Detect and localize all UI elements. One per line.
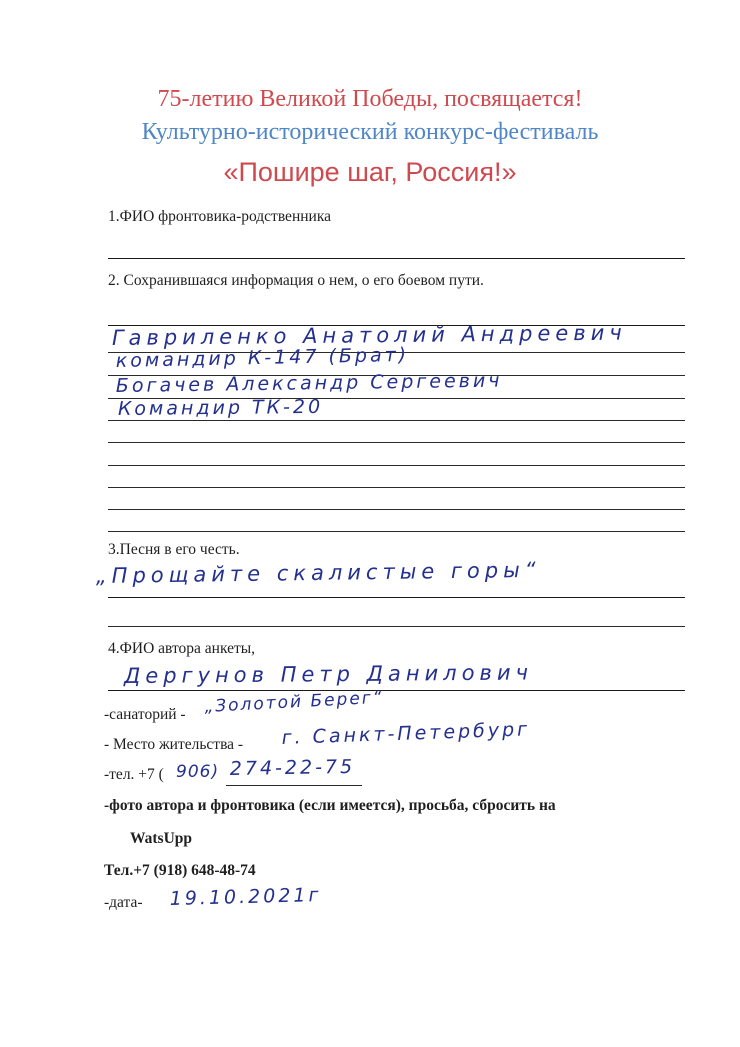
q3-line-1	[108, 597, 685, 598]
q2-handwriting-3: Богачев Александр Сергеевич	[115, 369, 503, 397]
q3-handwriting: „Прощайте скалистые горы“	[95, 557, 541, 588]
q2-line-6	[108, 442, 685, 443]
q2-line-7	[108, 465, 685, 466]
q2-line-8	[108, 487, 685, 488]
q2-label: 2. Сохранившаяся информация о нем, о его боевом пути.	[108, 272, 484, 289]
q4-label: 4.ФИО автора анкеты,	[108, 640, 256, 657]
q4-handwriting: Дергунов Петр Данилович	[123, 660, 534, 688]
q3-line-2	[108, 626, 685, 627]
date-label: -дата-	[104, 894, 143, 911]
photo-note: -фото автора и фронтовика (если имеется), просьба, сбросить на	[104, 797, 556, 814]
header-motto: «Пошире шаг, Россия!»	[223, 157, 517, 187]
q2-line-9	[108, 509, 685, 510]
q3-label: 3.Песня в его честь.	[108, 541, 240, 558]
q2-handwriting-2: командир К-147 (Брат)	[115, 343, 410, 372]
phone-number-handwriting: 274-22-75	[229, 755, 356, 780]
q1-answer-line	[108, 258, 685, 259]
date-handwriting: 19.10.2021г	[169, 884, 322, 910]
phone-line	[226, 785, 362, 786]
q1-label: 1.ФИО фронтовика-родственника	[108, 208, 332, 225]
header-dedication: 75-летию Великой Победы, посвящается!	[157, 86, 583, 112]
sanatorium-label: -санаторий -	[104, 706, 186, 723]
q2-line-10	[108, 531, 685, 532]
q4-line	[108, 690, 685, 691]
q2-handwriting-1: Гавриленко Анатолий Андреевич	[111, 320, 627, 350]
phone-code-handwriting: 906)	[176, 762, 220, 782]
q2-line-5	[108, 420, 685, 421]
header-festival: Культурно-исторический конкурс-фестиваль	[141, 119, 599, 145]
residence-label: - Место жительства -	[104, 736, 244, 753]
contact-phone: Тел.+7 (918) 648-48-74	[104, 862, 256, 879]
phone-label: -тел. +7 (	[104, 766, 164, 783]
sanatorium-handwriting: „Золотой Берег“	[203, 687, 385, 717]
whatsapp-label: WatsUpp	[130, 830, 193, 847]
residence-handwriting: г. Санкт-Петербург	[281, 718, 531, 749]
q2-handwriting-4: Командир ТК-20	[117, 395, 324, 420]
